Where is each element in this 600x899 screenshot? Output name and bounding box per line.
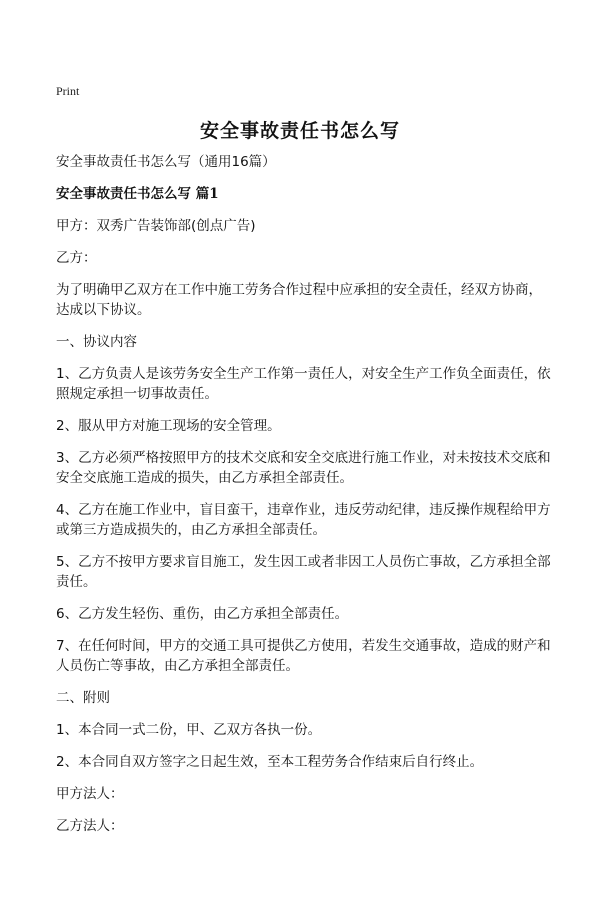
clause-item: 3、乙方必须严格按照甲方的技术交底和安全交底进行施工作业，对未按技术交底和安全交底施工造成的损失，由乙方承担全部责任。 (56, 450, 551, 486)
document-body (56, 152, 552, 848)
section-heading: 安全事故责任书怎么写 篇1 (56, 186, 219, 202)
appendix-item: 1、本合同一式二份，甲、乙双方各执一份。 (56, 722, 322, 738)
clause-item: 7、在任何时间，甲方的交通工具可提供乙方使用，若发生交通事故，造成的财产和人员伤亡等事故，由乙方承担全部责任。 (56, 638, 551, 674)
clause-item: 1、乙方负责人是该劳务安全生产工作第一责任人，对安全生产工作负全面责任，依照规定承担一切事故责任。 (56, 366, 551, 402)
clause-item: 4、乙方在施工作业中，盲目蛮干，违章作业，违反劳动纪律，违反操作规程给甲方或第三方造成损失的，由乙方承担全部责任。 (56, 502, 551, 538)
signature-party-b: 乙方法人： (56, 818, 124, 834)
party-a-line: 甲方：双秀广告装饰部(创点广告) (56, 218, 256, 234)
print-label: Print (56, 84, 80, 98)
part2-heading: 二、附则 (56, 690, 110, 706)
clause-item: 6、乙方发生轻伤、重伤，由乙方承担全部责任。 (56, 606, 349, 622)
clause-item: 5、乙方不按甲方要求盲目施工，发生因工或者非因工人员伤亡事故，乙方承担全部责任。 (56, 554, 551, 590)
intro-paragraph: 为了明确甲乙双方在工作中施工劳务合作过程中应承担的安全责任，经双方协商，达成以下协议。 (56, 282, 542, 318)
part1-heading: 一、协议内容 (56, 334, 137, 350)
document-subtitle: 安全事故责任书怎么写（通用16篇） (56, 154, 276, 170)
appendix-item: 2、本合同自双方签字之日起生效，至本工程劳务合作结束后自行终止。 (56, 754, 484, 770)
party-b-line: 乙方： (56, 250, 97, 266)
document-title: 安全事故责任书怎么写 (199, 120, 400, 142)
clause-item: 2、服从甲方对施工现场的安全管理。 (56, 418, 281, 434)
signature-party-a: 甲方法人： (56, 786, 124, 802)
